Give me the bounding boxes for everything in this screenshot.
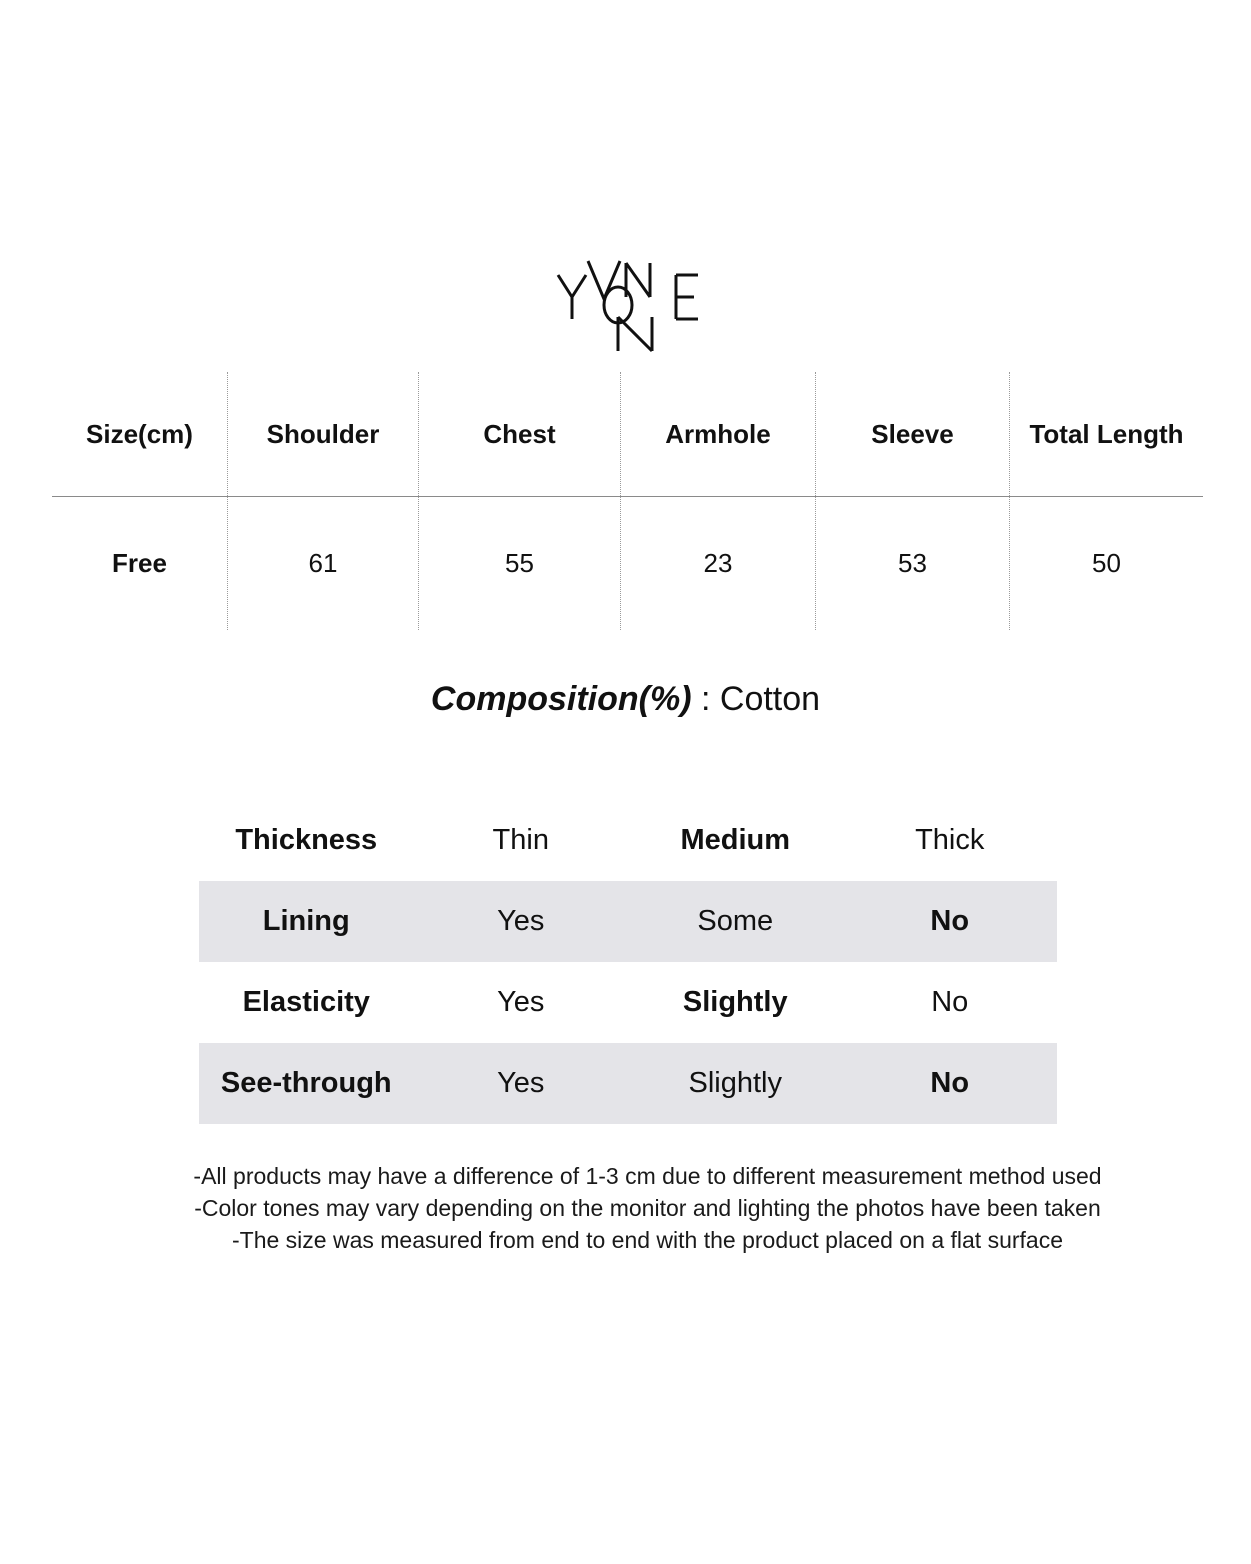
fabric-row-see-through: [199, 1043, 1057, 1124]
composition-separator: :: [691, 680, 720, 718]
table-row: [52, 497, 1203, 630]
brand-logo: [552, 255, 704, 355]
row-label: Lining: [262, 905, 350, 937]
value-armhole: 23: [703, 548, 733, 578]
header-armhole: Armhole: [665, 418, 771, 449]
row-label: Elasticity: [242, 986, 370, 1018]
value-shoulder: 61: [308, 548, 338, 578]
note-line: -The size was measured from end to end with the product placed on a flat surface: [232, 1227, 1063, 1253]
header-chest: Chest: [483, 418, 556, 449]
option-cell: Slightly: [688, 1067, 782, 1099]
header-sleeve: Sleeve: [871, 418, 954, 449]
composition-label: Composition(%): [430, 680, 692, 718]
fabric-row-elasticity: [199, 962, 1057, 1043]
option-cell: Yes: [497, 905, 545, 937]
option-cell: Thick: [915, 824, 985, 856]
option-cell: Yes: [497, 986, 545, 1018]
option-cell-selected: Medium: [680, 824, 791, 856]
header-shoulder: Shoulder: [266, 418, 380, 449]
value-chest: 55: [505, 548, 534, 578]
measurement-notes: [22, 1160, 1251, 1256]
composition-value: Cotton: [719, 680, 821, 718]
size-free: Free: [112, 548, 167, 578]
value-sleeve: 53: [898, 548, 927, 578]
row-label: Thickness: [235, 824, 378, 856]
header-size: Size(cm): [86, 418, 193, 449]
option-cell-selected: No: [930, 1067, 970, 1099]
fabric-properties-table: [199, 800, 1057, 1124]
note-line: -Color tones may vary depending on the monitor and lighting the photos have been taken: [194, 1195, 1101, 1221]
note-line: -All products may have a difference of 1-3 cm due to different measurement method used: [193, 1163, 1102, 1189]
row-label: See-through: [220, 1067, 392, 1099]
fabric-row-thickness: [199, 800, 1057, 881]
size-table: [52, 372, 1203, 630]
fabric-row-lining: [199, 881, 1057, 962]
option-cell: No: [931, 986, 969, 1018]
option-cell-selected: No: [930, 905, 970, 937]
option-cell: Some: [697, 905, 774, 937]
option-cell-selected: Slightly: [682, 986, 788, 1018]
composition-line: [0, 680, 1251, 719]
option-cell: Thin: [492, 824, 549, 856]
option-cell: Yes: [497, 1067, 545, 1099]
size-table-header: [52, 372, 1203, 496]
value-total-length: 50: [1092, 548, 1121, 578]
header-total-length: Total Length: [1029, 418, 1184, 449]
brand-logo-mark: [552, 255, 704, 355]
